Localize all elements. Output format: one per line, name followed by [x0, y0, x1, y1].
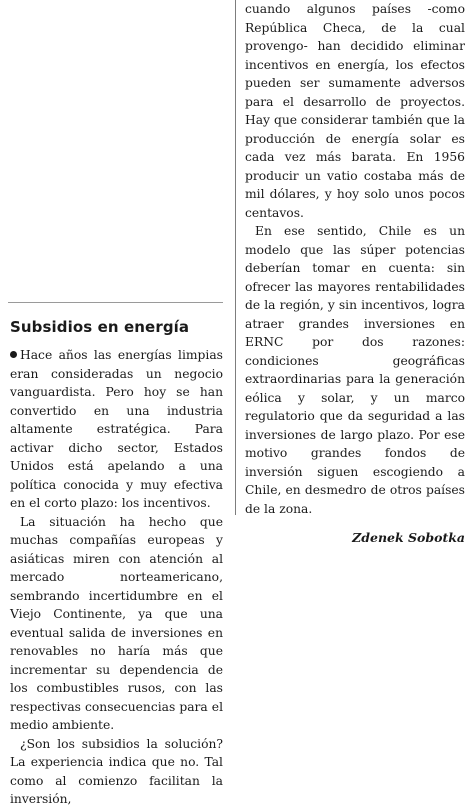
- article-paragraph-2: La situación ha hecho que muchas compañías europeas y asiáticas miren con atención al mercado norteamericano, sembrando incertidumbre en el Viejo Continente, ya que una eventual salida de inversiones en renovables no haría más que incrementar su dependencia de los combustibles rusos, con las respectivas consecuencias para el medio ambiente.: [10, 514, 223, 732]
- author-signature: Zdenek Sobotka: [352, 530, 465, 545]
- column-divider: [235, 0, 236, 515]
- left-column: [10, 318, 223, 809]
- article-heading: Subsidios en energía: [10, 318, 190, 336]
- article-paragraph-4: cuando algunos países -como República Checa, de la cual provengo- han decidido eliminar incentivos en energía, los efectos pueden ser sumamente adversos para el desarrollo de proyectos. Hay que considerar también que la producción de energía solar es cada vez más barata. En 1956 producir un vatio costaba más de mil dólares, y hoy solo unos pocos centavos.: [245, 2, 465, 220]
- article-paragraph-5: En ese sentido, Chile es un modelo que las súper potencias deberían tomar en cuenta: sin ofrecer las mayores rentabilidades de la región, y sin incentivos, logra atraer grandes inversiones en ERNC por dos razones: condiciones geográficas extraordinarias para la generación eólica y solar, y un marco regulatorio que da seguridad a las inversiones de largo plazo. Por ese motivo grandes fondos de inversión siguen escogiendo a Chile, en desmedro de otros países de la zona.: [245, 224, 465, 516]
- article-paragraph-1: Hace años las energías limpias eran consideradas un negocio vanguardista. Pero hoy se han convertido en una industria altamente estratégica. Para activar dicho sector, Estados Unidos está apelando a una política conocida y muy efectiva en el corto plazo: los incentivos.: [10, 348, 223, 510]
- section-divider: [8, 302, 223, 303]
- bullet-icon: [10, 351, 17, 358]
- right-column: [245, 0, 465, 545]
- article-paragraph-3: ¿Son los subsidios la solución? La experiencia indica que no. Tal como al comienzo facilitan la inversión,: [10, 736, 223, 806]
